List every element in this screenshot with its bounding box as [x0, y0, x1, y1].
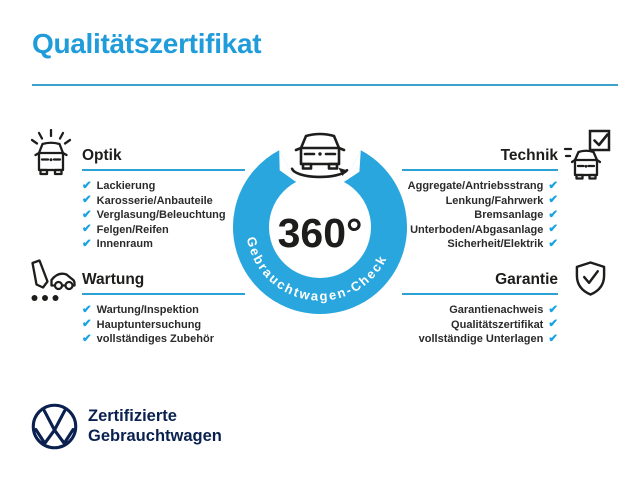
checklist-item-label: Aggregate/Antriebsstrang: [407, 180, 544, 193]
checklist-item: [402, 208, 558, 223]
inspection-pencil-car-icon: [26, 258, 76, 302]
checklist-item: [402, 318, 558, 333]
checklist-item-label: Wartung/Inspektion: [96, 304, 199, 317]
checklist-item: [82, 223, 245, 238]
checklist-item-label: Hauptuntersuchung: [96, 318, 202, 331]
check-icon: ✔: [548, 332, 558, 345]
check-icon: ✔: [548, 237, 558, 250]
checklist-item: [402, 303, 558, 318]
brand-line2: Gebrauchtwagen: [88, 426, 222, 445]
checklist-item: [402, 179, 558, 194]
optik-checklist: [82, 179, 245, 252]
check-icon: ✔: [548, 223, 558, 235]
checklist-item: [82, 303, 245, 318]
vw-logo: [30, 402, 79, 451]
check-icon: ✔: [82, 194, 92, 206]
shiny-car-icon: [25, 127, 77, 179]
section-heading-garantie: Garantie: [402, 269, 558, 295]
check-icon: ✔: [82, 237, 92, 250]
checklist-item: [402, 332, 558, 347]
checklist-item-label: Felgen/Reifen: [96, 223, 169, 236]
checklist-item-label: Sicherheit/Elektrik: [447, 238, 544, 251]
checklist-item: [82, 179, 245, 194]
check-icon: ✔: [82, 223, 92, 235]
title-divider: [32, 84, 618, 86]
360-check-badge: [225, 112, 415, 318]
check-icon: ✔: [82, 303, 92, 316]
check-icon: ✔: [548, 194, 558, 206]
checklist-item-label: Unterboden/Abgasanlage: [410, 223, 544, 236]
checklist-item-label: Garantienachweis: [449, 304, 544, 317]
section-technik: [402, 145, 558, 252]
ring-label: Gebrauchtwagen-Check: [243, 235, 391, 304]
checklist-item-label: Lenkung/Fahrwerk: [445, 194, 544, 207]
section-optik: [82, 145, 245, 252]
car-rotation-icon: [292, 134, 347, 177]
checklist-item: [402, 237, 558, 252]
section-heading-optik: Optik: [82, 145, 245, 171]
section-heading-wartung: Wartung: [82, 269, 245, 295]
checklist-item-label: Verglasung/Beleuchtung: [96, 209, 226, 222]
check-icon: ✔: [82, 179, 92, 192]
section-wartung: [82, 269, 245, 347]
checklist-item-label: Bremsanlage: [474, 209, 544, 222]
checklist-item-label: Karosserie/Anbauteile: [96, 194, 213, 207]
brand-line1: Zertifizierte: [88, 407, 177, 425]
page-title: Qualitätszertifikat: [32, 28, 262, 59]
check-icon: ✔: [548, 179, 558, 192]
check-icon: ✔: [548, 208, 558, 221]
checklist-item: [82, 332, 245, 347]
checklist-item-label: vollständiges Zubehör: [96, 333, 214, 346]
check-icon: ✔: [82, 318, 92, 330]
car-checkbox-icon: [563, 128, 615, 180]
brand-wordmark: [88, 407, 222, 446]
checklist-item-label: vollständige Unterlagen: [418, 333, 544, 346]
section-heading-technik: Technik: [402, 145, 558, 171]
technik-checklist: [402, 179, 558, 252]
section-garantie: [402, 269, 558, 347]
checklist-item: [82, 237, 245, 252]
checklist-item: [82, 208, 245, 223]
check-icon: ✔: [82, 208, 92, 221]
checklist-item: [402, 194, 558, 209]
check-icon: ✔: [548, 318, 558, 330]
checklist-item: [82, 318, 245, 333]
garantie-checklist: [402, 303, 558, 347]
degree-label: 360°: [277, 210, 363, 256]
checklist-item: [402, 223, 558, 238]
check-icon: ✔: [548, 303, 558, 316]
wartung-checklist: [82, 303, 245, 347]
checklist-item: [82, 194, 245, 209]
checklist-item-label: Qualitätszertifikat: [451, 318, 544, 331]
checklist-item-label: Lackierung: [96, 180, 156, 193]
checklist-item-label: Innenraum: [96, 238, 153, 251]
shield-check-icon: [574, 260, 607, 297]
check-icon: ✔: [82, 332, 92, 345]
